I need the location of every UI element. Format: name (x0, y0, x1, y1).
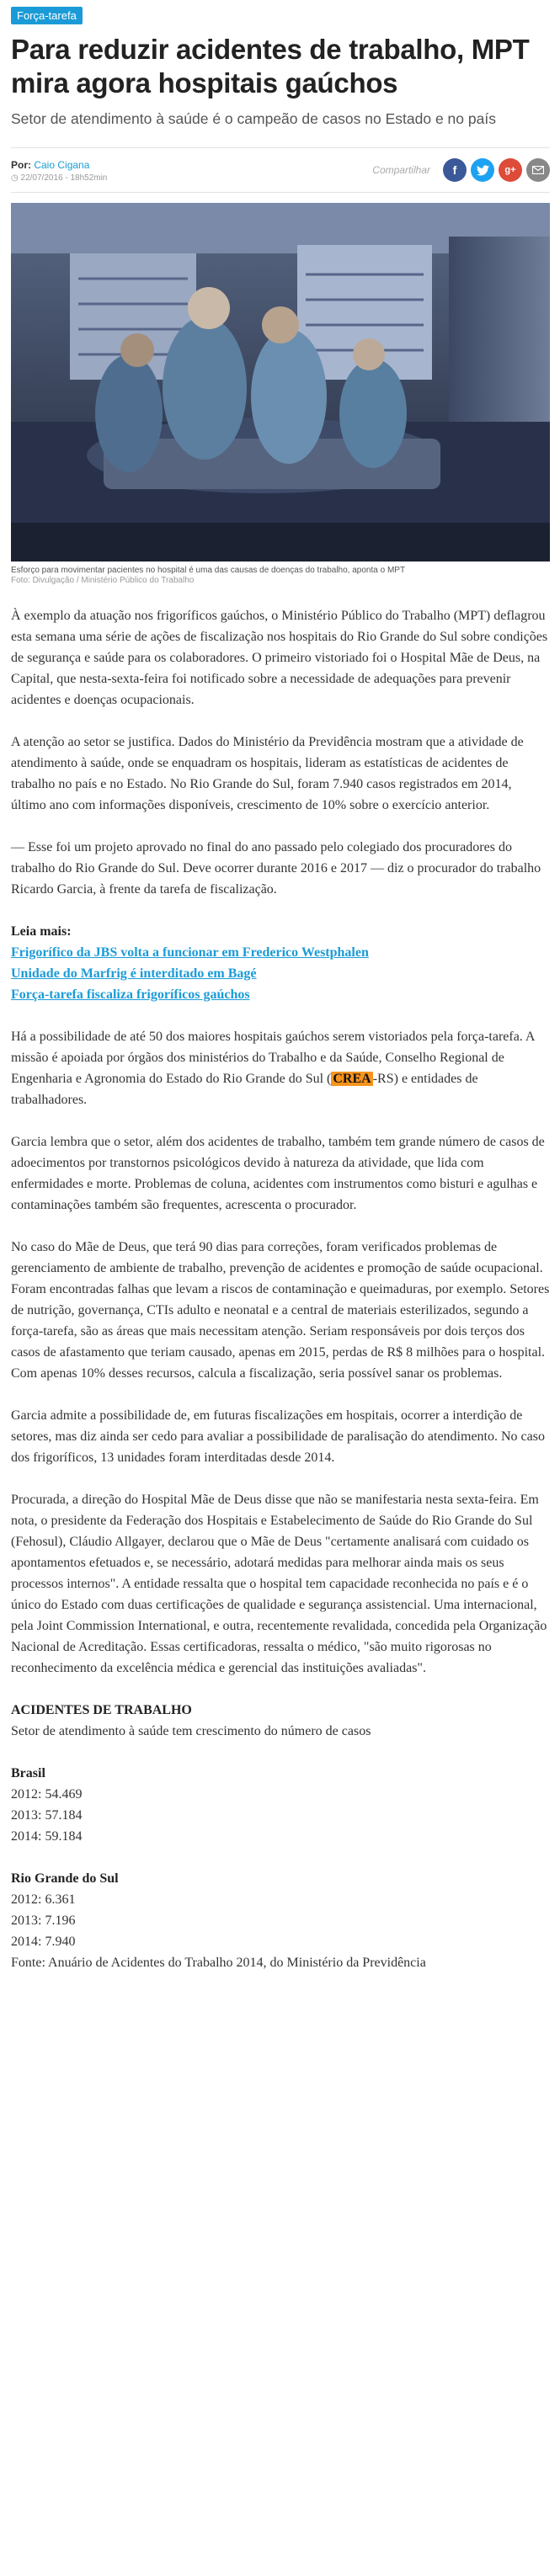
twitter-icon[interactable] (471, 158, 494, 182)
byline (11, 159, 89, 171)
subheadline: Setor de atendimento à saúde é o campeão de casos no Estado e no país (11, 110, 496, 127)
clock-icon: ◷ (11, 173, 19, 183)
stats-rs-label: Rio Grande do Sul (11, 1871, 119, 1886)
stats-title: ACIDENTES DE TRABALHO (11, 1703, 192, 1717)
facebook-icon[interactable]: f (443, 158, 467, 182)
email-icon[interactable] (526, 158, 550, 182)
stats-subtitle: Setor de atendimento à saúde tem crescimento do número de casos (11, 1724, 371, 1738)
google-plus-icon[interactable]: g+ (499, 158, 522, 182)
read-more-link-marfrig[interactable]: Unidade do Marfrig é interditado em Bagé (11, 966, 257, 981)
crea-highlight: CREA (333, 1072, 371, 1086)
paragraph: À exemplo da atuação nos frigoríficos gaúchos, o Ministério Público do Trabalho (MPT) deflagrou esta semana uma série de ações de fiscalização nos hospitais do Rio Grande do Sul sobre condições de segurança e saúde para os colaboradores. O primeiro vistoriado foi o Hospital Mãe de Deus, na Capital, que nesta-sexta-feira foi notificado sobre a necessidade de adequações para prevenir acidentes e doenças ocupacionais. (11, 609, 548, 707)
share-label: Compartilhar (372, 164, 430, 176)
headline: Para reduzir acidentes de trabalho, MPT mira agora hospitais gaúchos (11, 34, 530, 98)
paragraph: — Esse foi um projeto aprovado no final do ano passado pelo colegiado dos procuradores do trabalho do Rio Grande do Sul. Deve ocorrer durante 2016 e 2017 — diz o procurador do trabalho Ricardo Garcia, à frente da tarefa de fiscalização. (11, 840, 541, 897)
byline-label: Por: (11, 159, 31, 171)
article-meta (11, 147, 550, 193)
paragraph: No caso do Mãe de Deus, que terá 90 dias para correções, foram verificados problemas de gerenciamento de ambiente de trabalho, prevenção de acidentes e promoção de saúde ocupacional. Foram encontradas falhas que levam a riscos de contaminação e queimaduras, por exemplo. Setores de nutrição, governança, CTIs adulto e neonatal e a central de materiais esterilizados, segundo a força-tarefa, são as áreas que mais necessitam atenção. Seriam responsáveis por dois terços dos casos de afastamento que teriam causado, apenas em 2015, perdas de R$ 8 milhões para o hospital. Com apenas 10% desses recursos, calcula a fiscalização, seria possível sanar os problemas. (11, 1240, 550, 1381)
category-badge[interactable]: Força-tarefa (11, 7, 83, 24)
date-text: 22/07/2016 - 18h52min (20, 173, 108, 183)
author-link[interactable]: Caio Cigana (34, 159, 90, 171)
caption-text: Esforço para movimentar pacientes no hospital é uma das causas de doenças do trabalho, aponta o MPT (11, 566, 406, 575)
publish-date (11, 173, 107, 183)
stats-row: 2013: 7.196 (11, 1913, 76, 1928)
paragraph: Garcia admite a possibilidade de, em futuras fiscalizações em hospitais, ocorrer a interdição de setores, mas diz ainda ser cedo para avaliar a possibilidade de paralisação do atendimento. No caso dos frigoríficos, 13 unidades foram interditadas desde 2014. (11, 1408, 545, 1465)
paragraph-text: -RS) e entidades de trabalhadores. (11, 1072, 478, 1107)
hospital-scene-image (11, 203, 550, 562)
article-photo (11, 203, 550, 562)
paragraph (11, 1026, 550, 1110)
paragraph: Procurada, a direção do Hospital Mãe de Deus disse que não se manifestaria nesta sexta-feira. Em nota, o presidente da Federação dos Hospitais e Estabelecimento de Saúde do Rio Grande do Sul (Fehosul), Cláudio Allgayer, declarou que o Mãe de Deus "certamente analisará com cuidado os apontamentos efetuados e, se necessário, adotará medidas para melhorar ainda mais os seus processos internos". A entidade ressalta que o hospital tem capacidade reconhecida no país e é o único do Estado com duas certificações de qualidade e segurança assistencial. Uma internacional, pela Joint Commission International, e outra, recentemente revalidada, concedida pela Organização Nacional de Acreditação. Essas certificadoras, ressalta o médico, "são muito rigorosas no reconhecimento da excelência médica e gerencial das instituições avaliadas". (11, 1493, 547, 1675)
share-bar (372, 158, 550, 182)
read-more-link-frigorificos[interactable]: Força-tarefa fiscaliza frigoríficos gaúchos (11, 987, 250, 1002)
photo-credit: Foto: Divulgação / Ministério Público do Trabalho (11, 576, 195, 585)
stats-box (11, 1700, 550, 1973)
stats-source: Fonte: Anuário de Acidentes do Trabalho 2014, do Ministério da Previdência (11, 1956, 426, 1970)
stats-row: 2013: 57.184 (11, 1808, 83, 1823)
stats-brasil-label: Brasil (11, 1766, 45, 1780)
photo-caption (11, 566, 550, 586)
stats-row: 2012: 54.469 (11, 1787, 83, 1802)
read-more-link-jbs[interactable]: Frigorífico da JBS volta a funcionar em Frederico Westphalen (11, 945, 369, 960)
paragraph-text: Há a possibilidade de até 50 dos maiores hospitais gaúchos serem vistoriados pela força-tarefa. A missão é apoiada por órgãos dos ministérios do Trabalho e da Saúde, Conselho Regional de Engenharia e Agronomia do Estado do Rio Grande do Sul ( (11, 1030, 535, 1086)
article (11, 7, 550, 1973)
stats-row: 2014: 7.940 (11, 1935, 76, 1949)
article-body (11, 605, 550, 1973)
read-more-label: Leia mais: (11, 924, 72, 939)
paragraph: Garcia lembra que o setor, além dos acidentes de trabalho, também tem grande número de casos de adoecimentos por transtornos psicológicos devido à natureza da atividade, que lida com enfermidades e morte. Problemas de coluna, acidentes com instrumentos como bisturi e agulhas e contaminações também são frequentes, acrescenta o procurador. (11, 1135, 545, 1212)
stats-row: 2012: 6.361 (11, 1892, 76, 1907)
stats-row: 2014: 59.184 (11, 1829, 83, 1844)
paragraph: A atenção ao setor se justifica. Dados do Ministério da Previdência mostram que a atividade de atendimento à saúde, onde se enquadram os hospitais, lideram as estatísticas de acidentes de trabalho no país e no Estado. No Rio Grande do Sul, foram 7.940 casos registrados em 2014, último ano com informações disponíveis, crescimento de 10% sobre o exercício anterior. (11, 735, 524, 812)
read-more-box (11, 921, 550, 1005)
